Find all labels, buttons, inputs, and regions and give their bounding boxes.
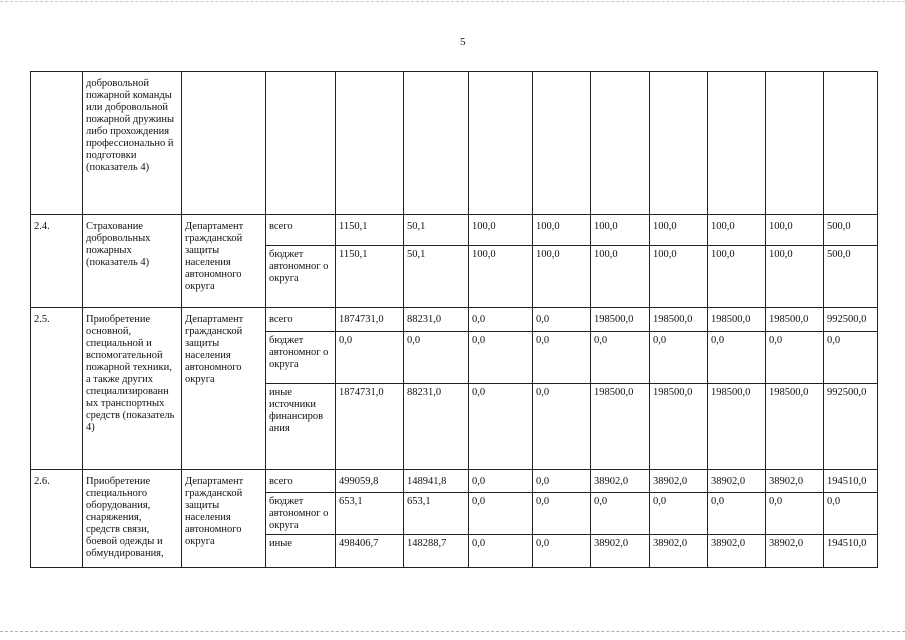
cell-amount: 100,0 bbox=[533, 246, 591, 308]
cell-funding-source: всего bbox=[266, 215, 336, 246]
cell-amount: 0,0 bbox=[824, 493, 878, 535]
cell-amount: 198500,0 bbox=[591, 384, 650, 470]
cell-funding-source: иные bbox=[266, 535, 336, 568]
cell-name-continuation: добровольной пожарной команды или добровольной пожарной дружины либо прохождения профессионально й подготовки (показатель 4) bbox=[83, 72, 182, 215]
scan-edge-top bbox=[0, 1, 905, 2]
cell-amount: 0,0 bbox=[469, 493, 533, 535]
cell-item-number: 2.6. bbox=[31, 470, 83, 568]
cell-executor: Департамент гражданской защиты населения автономного округа bbox=[182, 470, 266, 568]
cell-activity-name: Страхование добровольных пожарных (показатель 4) bbox=[83, 215, 182, 308]
cell-amount: 0,0 bbox=[469, 308, 533, 332]
cell-amount: 0,0 bbox=[766, 493, 824, 535]
cell-amount: 38902,0 bbox=[591, 535, 650, 568]
cell-activity-name: Приобретение специального оборудования, снаряжения, средств связи, боевой одежды и обмундирования, bbox=[83, 470, 182, 568]
cell-amount: 1874731,0 bbox=[336, 384, 404, 470]
cell-amount: 88231,0 bbox=[404, 308, 469, 332]
cell-item-number: 2.4. bbox=[31, 215, 83, 308]
cell-amount: 50,1 bbox=[404, 246, 469, 308]
cell-amount: 38902,0 bbox=[766, 470, 824, 493]
cell-executor: Департамент гражданской защиты населения автономного округа bbox=[182, 215, 266, 308]
cell-empty bbox=[650, 72, 708, 215]
cell-amount: 0,0 bbox=[533, 470, 591, 493]
cell-executor: Департамент гражданской защиты населения автономного округа bbox=[182, 308, 266, 470]
cell-amount: 498406,7 bbox=[336, 535, 404, 568]
cell-amount: 38902,0 bbox=[591, 470, 650, 493]
cell-amount: 198500,0 bbox=[708, 308, 766, 332]
cell-funding-source: всего bbox=[266, 470, 336, 493]
cell-funding-source: бюджет автономног о округа bbox=[266, 493, 336, 535]
cell-empty bbox=[824, 72, 878, 215]
cell-amount: 38902,0 bbox=[766, 535, 824, 568]
cell-amount: 38902,0 bbox=[650, 535, 708, 568]
cell-funding-source: иные источники финансиров ания bbox=[266, 384, 336, 470]
table-row bbox=[31, 470, 878, 493]
cell-funding-source: бюджет автономног о округа bbox=[266, 246, 336, 308]
table-row bbox=[31, 215, 878, 246]
scan-edge-bottom bbox=[0, 631, 905, 632]
cell-empty bbox=[404, 72, 469, 215]
cell-amount: 0,0 bbox=[766, 332, 824, 384]
cell-amount: 653,1 bbox=[336, 493, 404, 535]
cell-amount: 194510,0 bbox=[824, 535, 878, 568]
cell-amount: 100,0 bbox=[469, 246, 533, 308]
cell-amount: 992500,0 bbox=[824, 384, 878, 470]
cell-amount: 100,0 bbox=[708, 215, 766, 246]
cell-amount: 198500,0 bbox=[708, 384, 766, 470]
cell-amount: 499059,8 bbox=[336, 470, 404, 493]
cell-amount: 198500,0 bbox=[650, 384, 708, 470]
cell-amount: 148941,8 bbox=[404, 470, 469, 493]
cell-amount: 194510,0 bbox=[824, 470, 878, 493]
cell-amount: 0,0 bbox=[469, 535, 533, 568]
cell-amount: 100,0 bbox=[591, 215, 650, 246]
table-body bbox=[31, 72, 878, 568]
cell-amount: 0,0 bbox=[824, 332, 878, 384]
cell-item-number: 2.5. bbox=[31, 308, 83, 470]
page-number: 5 bbox=[460, 36, 466, 48]
cell-empty bbox=[182, 72, 266, 215]
cell-amount: 0,0 bbox=[591, 332, 650, 384]
cell-amount: 0,0 bbox=[591, 493, 650, 535]
cell-amount: 198500,0 bbox=[650, 308, 708, 332]
cell-amount: 0,0 bbox=[650, 493, 708, 535]
table-row bbox=[31, 308, 878, 332]
cell-amount: 0,0 bbox=[404, 332, 469, 384]
cell-amount: 0,0 bbox=[708, 493, 766, 535]
cell-amount: 1874731,0 bbox=[336, 308, 404, 332]
cell-amount: 500,0 bbox=[824, 246, 878, 308]
cell-amount: 198500,0 bbox=[766, 384, 824, 470]
cell-amount: 100,0 bbox=[766, 246, 824, 308]
cell-amount: 0,0 bbox=[533, 535, 591, 568]
cell-amount: 992500,0 bbox=[824, 308, 878, 332]
cell-amount: 50,1 bbox=[404, 215, 469, 246]
cell-amount: 1150,1 bbox=[336, 246, 404, 308]
cell-amount: 0,0 bbox=[469, 332, 533, 384]
cell-amount: 1150,1 bbox=[336, 215, 404, 246]
cell-amount: 0,0 bbox=[533, 384, 591, 470]
cell-empty bbox=[708, 72, 766, 215]
cell-amount: 198500,0 bbox=[591, 308, 650, 332]
cell-amount: 0,0 bbox=[533, 493, 591, 535]
cell-amount: 100,0 bbox=[766, 215, 824, 246]
cell-amount: 0,0 bbox=[708, 332, 766, 384]
cell-amount: 0,0 bbox=[533, 308, 591, 332]
cell-empty bbox=[591, 72, 650, 215]
cell-funding-source: всего bbox=[266, 308, 336, 332]
cell-amount: 100,0 bbox=[650, 215, 708, 246]
cell-empty bbox=[469, 72, 533, 215]
cell-amount: 0,0 bbox=[650, 332, 708, 384]
cell-empty bbox=[766, 72, 824, 215]
cell-amount: 0,0 bbox=[533, 332, 591, 384]
cell-amount: 100,0 bbox=[591, 246, 650, 308]
cell-amount: 500,0 bbox=[824, 215, 878, 246]
cell-funding-source: бюджет автономног о округа bbox=[266, 332, 336, 384]
cell-amount: 198500,0 bbox=[766, 308, 824, 332]
program-funding-table bbox=[30, 71, 878, 568]
cell-amount: 148288,7 bbox=[404, 535, 469, 568]
cell-amount: 100,0 bbox=[469, 215, 533, 246]
cell-amount: 0,0 bbox=[469, 384, 533, 470]
cell-amount: 100,0 bbox=[533, 215, 591, 246]
cell-amount: 38902,0 bbox=[650, 470, 708, 493]
cell-amount: 38902,0 bbox=[708, 470, 766, 493]
cell-amount: 88231,0 bbox=[404, 384, 469, 470]
cell-empty bbox=[533, 72, 591, 215]
cell-amount: 0,0 bbox=[469, 470, 533, 493]
cell-empty bbox=[266, 72, 336, 215]
cell-amount: 100,0 bbox=[708, 246, 766, 308]
cell-activity-name: Приобретение основной, специальной и вспомогательной пожарной техники, а также других специализированн ых транспортных средств (показатель 4) bbox=[83, 308, 182, 470]
cell-amount: 0,0 bbox=[336, 332, 404, 384]
cell-empty bbox=[336, 72, 404, 215]
cell-num bbox=[31, 72, 83, 215]
cell-amount: 38902,0 bbox=[708, 535, 766, 568]
table-row bbox=[31, 72, 878, 215]
cell-amount: 100,0 bbox=[650, 246, 708, 308]
cell-amount: 653,1 bbox=[404, 493, 469, 535]
